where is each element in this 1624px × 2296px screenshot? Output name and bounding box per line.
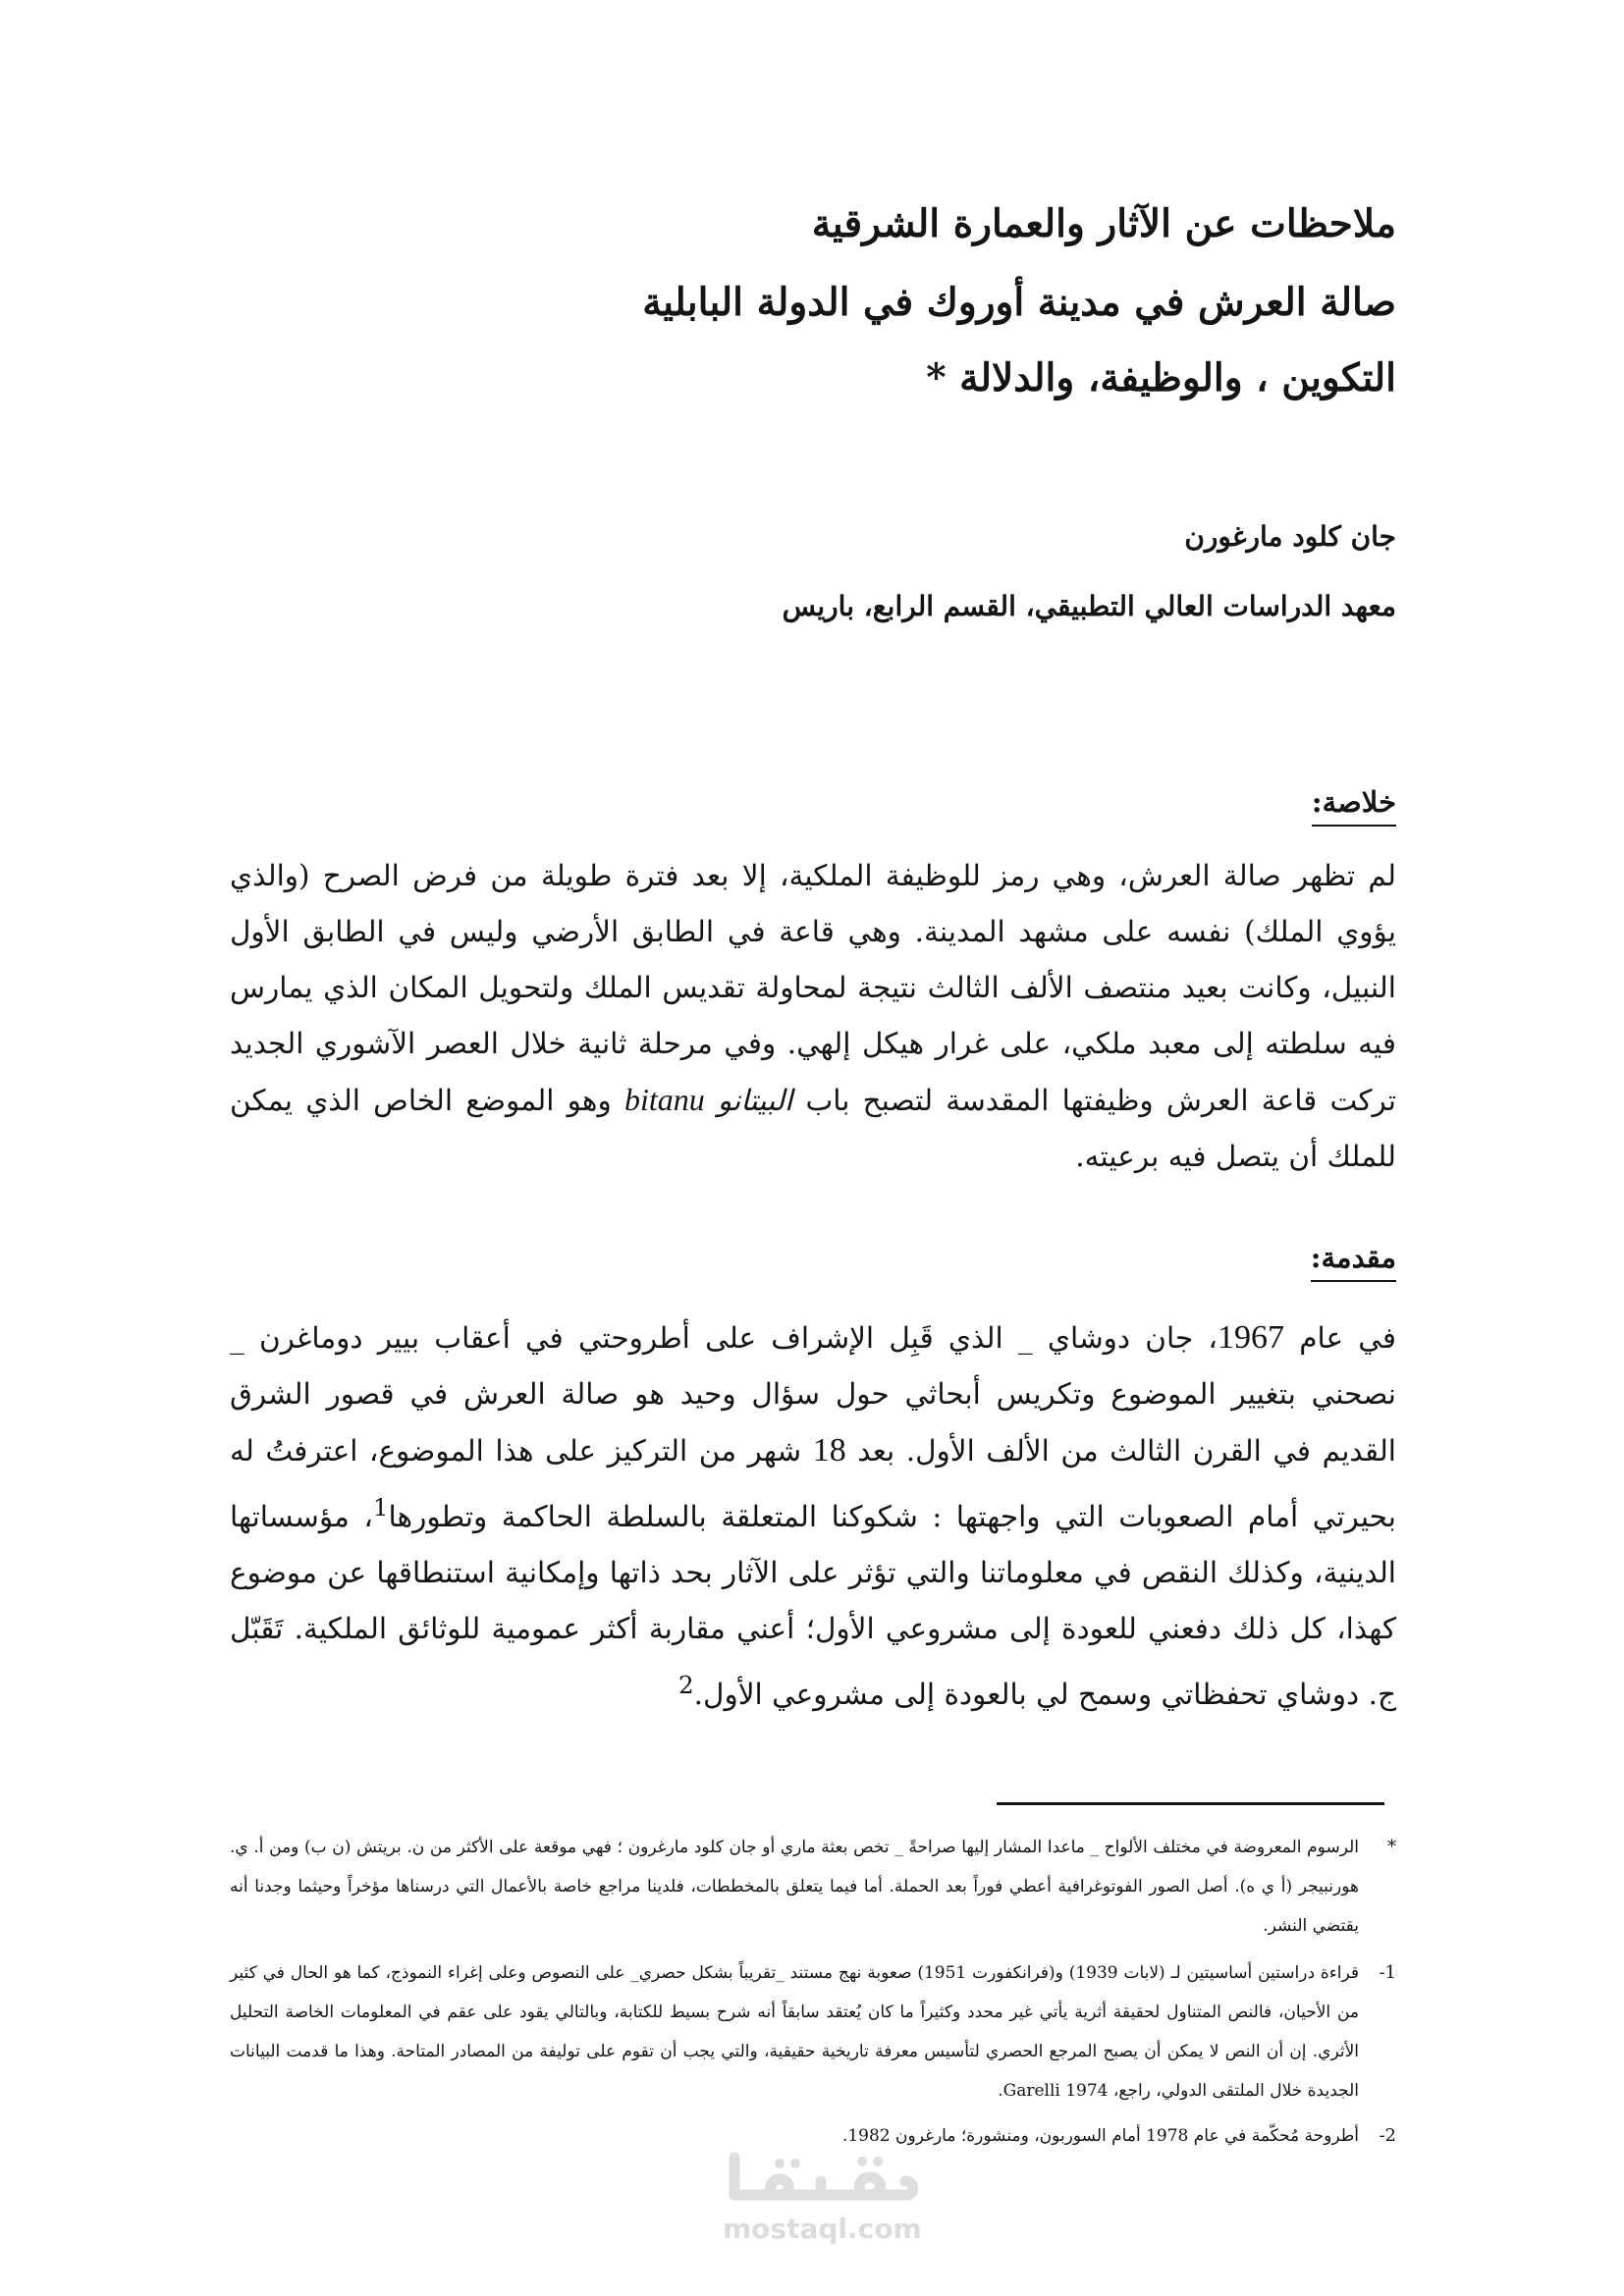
footnote-2 — [230, 2116, 1396, 2156]
intro-months: 18 — [812, 1432, 846, 1468]
intro-text-1: في عام — [1283, 1321, 1396, 1355]
intro-text-3: شهر من التركيز على هذا الموضوع، اعترفتُ له بحيرتي أمام الصعوبات التي واجهتها : شكوكنا المتعلقة بالسلطة الحاكمة وتطورها — [230, 1434, 1396, 1533]
footnote-mark: * — [1387, 1837, 1396, 1857]
author-name: جان كلود مارغورن — [1184, 520, 1396, 553]
introduction-paragraph — [230, 1309, 1396, 1723]
intro-year: 1967 — [1217, 1319, 1284, 1356]
abstract-text-end: وهو الموضع الخاص الذي يمكن للملك أن يتصل فيه برعيته. — [230, 1084, 1396, 1173]
footnote-mark: 2- — [1379, 2125, 1396, 2146]
footnote-mark: 1- — [1379, 1962, 1396, 1983]
mostaql-logo — [723, 2152, 919, 2213]
abstract-paragraph — [230, 848, 1396, 1185]
footnote-separator — [997, 1802, 1384, 1805]
footnote-text: قراءة دراستين أساسيتين لـ (لابات 1939) و(فرانكفورت 1951) صعوبة نهج مستند _تقريباً بشكل حصري_ على النصوص وعلى إغراء النموذج، كما هو الحال في كثير من الأحيان، فالنص المتناول لحقيقة أثرية يأتي غير محدد وكثيراً ما كان يُعتقد سابقاً أنه شرح بسيط للكتابة، وبالتالي يقود على عقم في المعلومات الخاصة التحليل الأثري. إن أن النص لا يمكن أن يصبح المرجع الحصري لتأسيس معرفة تاريخية حقيقية، والتي يجب أن تقوم على توليفة من المصادر المتاحة. وهذا ما قدمت البيانات الجديدة خلال الملتقى الدولي، راجع، Garelli 1974. — [230, 1963, 1359, 2101]
term-latin: bitanu — [623, 1082, 705, 1117]
footnote-1 — [230, 1953, 1396, 2110]
introduction-heading: مقدمة: — [1311, 1241, 1396, 1282]
footnote-ref-2: 2 — [678, 1670, 694, 1699]
footnote-ref-1: 1 — [372, 1493, 389, 1522]
footnote-text: الرسوم المعروضة في مختلف الألواح _ ماعدا المشار إليها صراحةً _ تخص بعثة ماري أو جان كلود مارغرون ؛ فهي موقعة على الأكثر من ن. بريتش (ن ب) ومن أ. ي. هورنبيجر (أ ي ه). أصل الصور الفوتوغرافية أعطي فوراً بعد الحملة. أما فيما يتعلق بالمخططات، فلدينا مراجع خاصة بالأعمال التي درسناها مؤخراً وحيثما وجدنا أنه يقتضي النشر. — [230, 1838, 1359, 1936]
abstract-heading: خلاصة: — [1312, 785, 1396, 827]
intro-text-2: ، جان دوشاي _ الذي قَبِل الإشراف على أطروحتي في أعقاب بيير دوماغرن _ نصحني بتغيير الموضوع وتكريس أبحاثي حول سؤال وحيد هو صالة العرش في قصور الشرق القديم في القرن الثالث من الألف الأول. بعد — [230, 1321, 1397, 1468]
author-affiliation: معهد الدراسات العالي التطبيقي، القسم الرابع، باريس — [782, 590, 1396, 622]
intro-text-4: ، مؤسساتها الدينية، وكذلك النقص في معلوماتنا والتي تؤثر على الآثار بحد ذاتها وإمكانية استنطاقها عن موضوع كهذا، كل ذلك دفعني للعودة إلى مشروعي الأول؛ أعني مقاربة أكثر عمومية للوثائق الملكية. تَقَبّل ج. دوشاي تحفظاتي وسمح لي بالعودة إلى مشروعي الأول. — [230, 1499, 1396, 1711]
abstract-text-start: لم تظهر صالة العرش، وهي رمز للوظيفة الملكية، إلا بعد فترة طويلة من فرض الصرح (والذي يؤوي الملك) نفسه على مشهد المدينة. وهي قاعة في الطابق الأرضي وليس في الطابق الأول النبيل، وكانت بعيد منتصف الألف الثالث نتيجة لمحاولة تقديس الملك ولتحويل المكان الذي يمارس فيه سلطته إلى معبد ملكي، على غرار هيكل إلهي. وفي مرحلة ثانية خلال العصر الآشوري الجديد تركت قاعة العرش وظيفتها المقدسة لتصبح باب — [230, 859, 1396, 1117]
title-line-1: ملاحظات عن الآثار والعمارة الشرقية — [811, 201, 1396, 246]
title-line-2: صالة العرش في مدينة أوروك في الدولة البابلية — [642, 280, 1396, 325]
mostaql-url: mostaql.com — [723, 2213, 922, 2245]
title-line-3: التكوين ، والوظيفة، والدلالة * — [926, 355, 1396, 400]
term-arabic: البيتانو — [717, 1084, 793, 1117]
footnote-star — [230, 1828, 1396, 1946]
footnote-text: أطروحة مُحكّمة في عام 1978 أمام السوربون، ومنشورة؛ مارغرون 1982. — [841, 2126, 1359, 2146]
